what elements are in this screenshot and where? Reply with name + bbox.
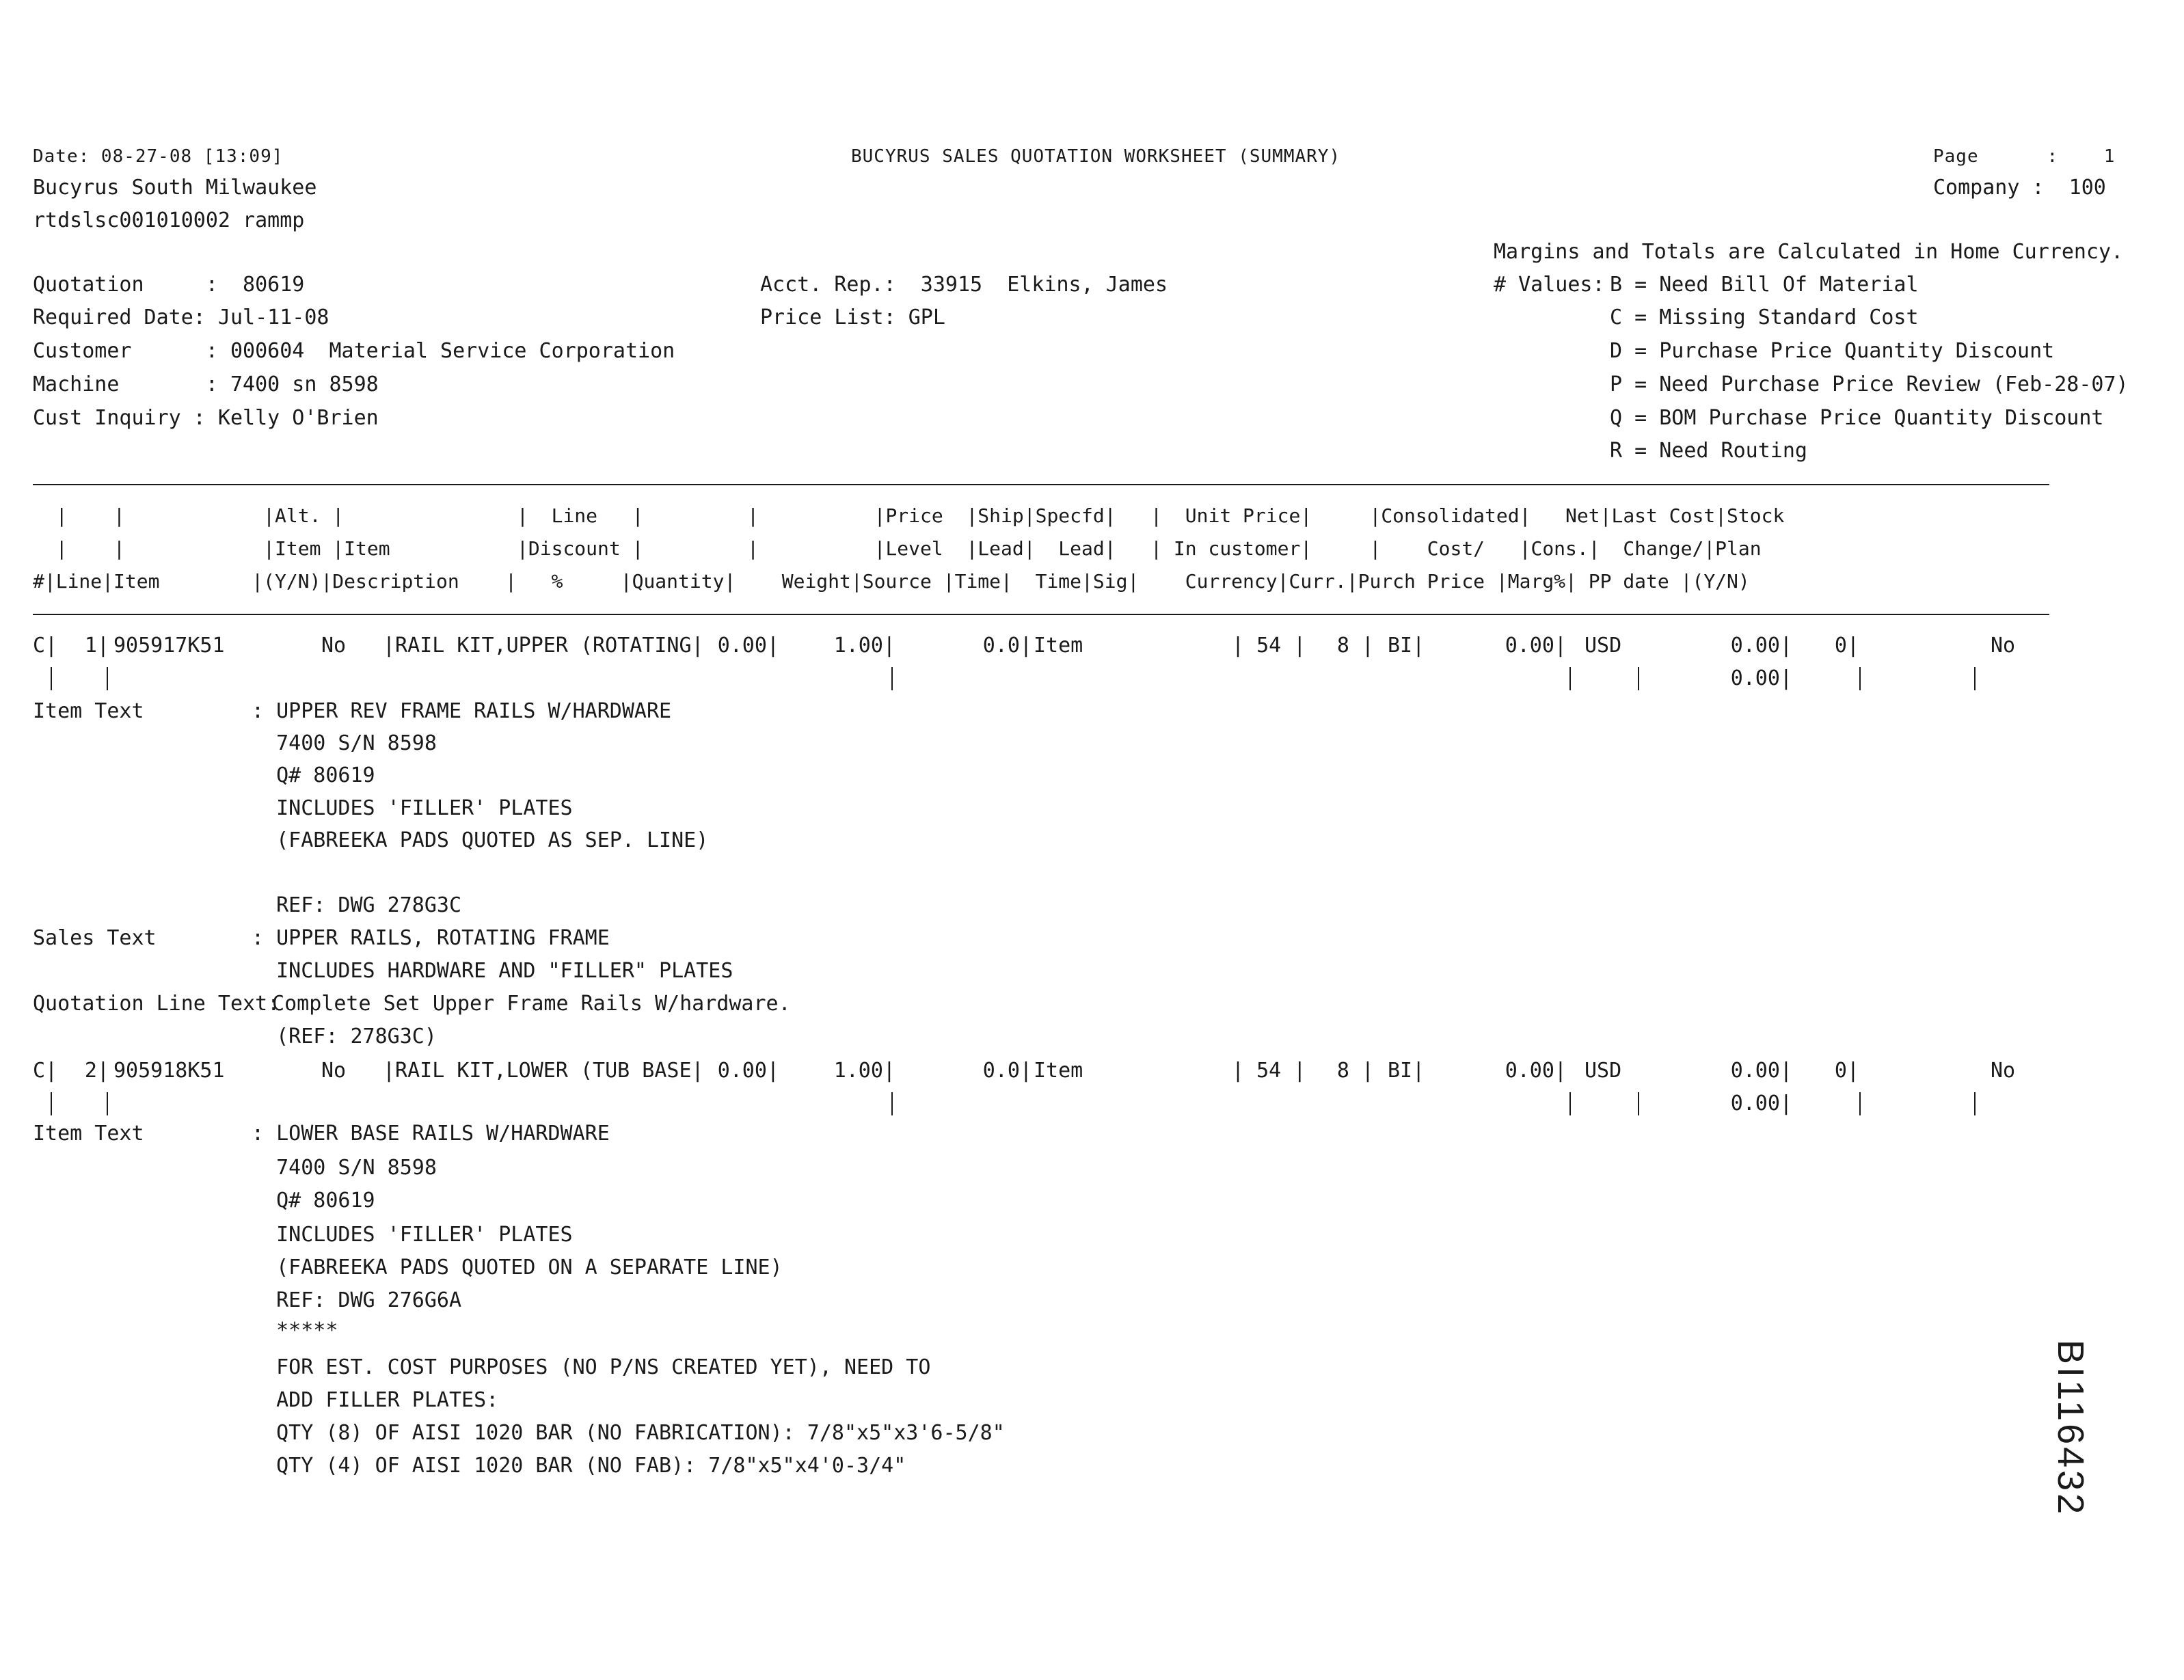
column-divider: [1569, 1092, 1571, 1115]
stock-plan: No: [1991, 1059, 2016, 1083]
column-divider: [107, 667, 108, 690]
line-flag: C|: [33, 1059, 58, 1083]
quotation-number: Quotation : 80619: [33, 273, 305, 297]
table-header-rule: [33, 614, 2049, 615]
quotation-line-text: Complete Set Upper Frame Rails W/hardware.: [260, 992, 791, 1016]
sales-text-line: INCLUDES HARDWARE AND "FILLER" PLATES: [252, 959, 733, 983]
line-number: 2|: [84, 1059, 109, 1083]
ship-lead-time: | 54 |: [1232, 634, 1306, 658]
item-text-line: Q# 80619: [252, 1189, 375, 1212]
item-text-label: Item Text: [33, 699, 144, 723]
quantity: 1.00|: [833, 634, 895, 658]
column-divider: [107, 1092, 108, 1115]
purch-price: 0.00|: [1730, 666, 1792, 690]
required-date: Required Date: Jul-11-08: [33, 306, 329, 329]
column-divider: [1859, 667, 1861, 690]
currency: USD: [1585, 1059, 1622, 1083]
price-level-source: Item: [1034, 634, 1083, 658]
customer: Customer : 000604 Material Service Corporation: [33, 339, 675, 363]
program-id: rtdslsc001010002 rammp: [33, 208, 305, 232]
column-divider: [1569, 667, 1571, 690]
sig: BI|: [1388, 634, 1425, 658]
specfd-lead-time: 8 |: [1336, 1059, 1374, 1083]
consolidated-cost: 0.00|: [1730, 1059, 1792, 1083]
line-discount: 0.00|: [717, 634, 779, 658]
column-divider: [51, 667, 52, 690]
item-text-line: (FABREEKA PADS QUOTED ON A SEPARATE LINE): [252, 1256, 783, 1279]
item-text-line: *****: [252, 1318, 338, 1342]
column-divider: [891, 667, 893, 690]
ship-lead-time: | 54 |: [1232, 1059, 1306, 1083]
item-text-line: INCLUDES 'FILLER' PLATES: [252, 796, 573, 820]
quotation-line-text-label: Quotation Line Text:: [33, 992, 280, 1016]
item-description: |RAIL KIT,LOWER (TUB BASE|: [383, 1059, 704, 1083]
report-date: Date: 08-27-08 [13:09]: [33, 146, 284, 167]
sales-text-line: : UPPER RAILS, ROTATING FRAME: [252, 926, 610, 950]
legend-item-b: B = Need Bill Of Material: [1610, 273, 1919, 297]
page-number: Page : 1: [1933, 146, 2116, 167]
price-list: Price List: GPL: [760, 306, 945, 329]
weight: 0.0|: [982, 634, 1032, 658]
column-divider: [1974, 667, 1976, 690]
table-header-row-2: | | |Item |Item |Discount | | |Level |Lead| Lead| | In customer| | Cost/ |Cons.| Change/|Plan: [33, 537, 1762, 560]
table-header-row-3: #|Line|Item |(Y/N)|Description | % |Quantity| Weight|Source |Time| Time|Sig| Currency|Curr.|Purch Price |Marg%| PP date |(Y/N): [33, 570, 1750, 593]
consolidated-cost: 0.00|: [1730, 634, 1792, 658]
item-text-line: FOR EST. COST PURPOSES (NO P/NS CREATED YET), NEED TO: [252, 1355, 931, 1379]
item-text-line: 7400 S/N 8598: [252, 731, 437, 755]
legend-item-d: D = Purchase Price Quantity Discount: [1610, 339, 2055, 363]
item-text-line: Q# 80619: [252, 763, 375, 787]
legend-item-p: P = Need Purchase Price Review (Feb-28-07): [1610, 372, 2129, 396]
legend-item-q: Q = BOM Purchase Price Quantity Discount: [1610, 406, 2104, 430]
column-divider: [891, 1092, 893, 1115]
column-divider: [51, 1092, 52, 1115]
price-level-source: Item: [1034, 1059, 1083, 1083]
item-text-line: (FABREEKA PADS QUOTED AS SEP. LINE): [252, 828, 709, 852]
currency: USD: [1585, 634, 1622, 658]
values-label: # Values:: [1494, 273, 1605, 297]
item-text-line: QTY (4) OF AISI 1020 BAR (NO FAB): 7/8"x5"x4'0-3/4": [252, 1454, 906, 1478]
purch-price: 0.00|: [1730, 1092, 1792, 1115]
column-divider: [1859, 1092, 1861, 1115]
quantity: 1.00|: [833, 1059, 895, 1083]
report-title: BUCYRUS SALES QUOTATION WORKSHEET (SUMMARY): [851, 146, 1341, 167]
site-name: Bucyrus South Milwaukee: [33, 176, 317, 200]
table-top-rule: [33, 484, 2049, 485]
quotation-line-text: (REF: 278G3C): [252, 1025, 437, 1048]
item-text-line: QTY (8) OF AISI 1020 BAR (NO FABRICATION): 7/8"x5"x3'6-5/8": [252, 1421, 1005, 1445]
net-cons-marg: 0|: [1834, 1059, 1859, 1083]
alt-item: No: [321, 634, 347, 658]
item-number: 905918K51: [113, 1059, 225, 1083]
legend-item-c: C = Missing Standard Cost: [1610, 306, 1919, 329]
column-divider: [1638, 667, 1639, 690]
item-number: 905917K51: [113, 634, 225, 658]
item-text-line: REF: DWG 276G6A: [252, 1288, 462, 1312]
currency-note: Margins and Totals are Calculated in Home Currency.: [1494, 240, 2124, 264]
unit-price: 0.00|: [1505, 1059, 1567, 1083]
item-description: |RAIL KIT,UPPER (ROTATING|: [383, 634, 704, 658]
acct-rep: Acct. Rep.: 33915 Elkins, James: [760, 273, 1168, 297]
document-id-stamp: BI116432: [2050, 1340, 2091, 1517]
line-discount: 0.00|: [717, 1059, 779, 1083]
machine: Machine : 7400 sn 8598: [33, 372, 379, 396]
unit-price: 0.00|: [1505, 634, 1567, 658]
item-text-line: REF: DWG 278G3C: [252, 893, 462, 917]
item-text-line: : UPPER REV FRAME RAILS W/HARDWARE: [252, 699, 672, 723]
alt-item: No: [321, 1059, 347, 1083]
net-cons-marg: 0|: [1834, 634, 1859, 658]
company-number: Company : 100: [1933, 176, 2106, 200]
legend-item-r: R = Need Routing: [1610, 439, 1807, 463]
stock-plan: No: [1991, 634, 2016, 658]
item-text-label: Item Text: [33, 1122, 144, 1146]
specfd-lead-time: 8 |: [1336, 634, 1374, 658]
line-flag: C|: [33, 634, 58, 658]
column-divider: [1638, 1092, 1639, 1115]
weight: 0.0|: [982, 1059, 1032, 1083]
sig: BI|: [1388, 1059, 1425, 1083]
item-text-line: ADD FILLER PLATES:: [252, 1388, 499, 1412]
column-divider: [1974, 1092, 1976, 1115]
item-text-line: INCLUDES 'FILLER' PLATES: [252, 1223, 573, 1247]
line-number: 1|: [84, 634, 109, 658]
cust-inquiry: Cust Inquiry : Kelly O'Brien: [33, 406, 379, 430]
item-text-line: : LOWER BASE RAILS W/HARDWARE: [252, 1122, 610, 1146]
table-header-row-1: | | |Alt. | | Line | | |Price |Ship|Specfd| | Unit Price| |Consolidated| Net|Last Cost|Stock: [33, 504, 1785, 527]
sales-text-label: Sales Text: [33, 926, 157, 950]
item-text-line: 7400 S/N 8598: [252, 1156, 437, 1180]
